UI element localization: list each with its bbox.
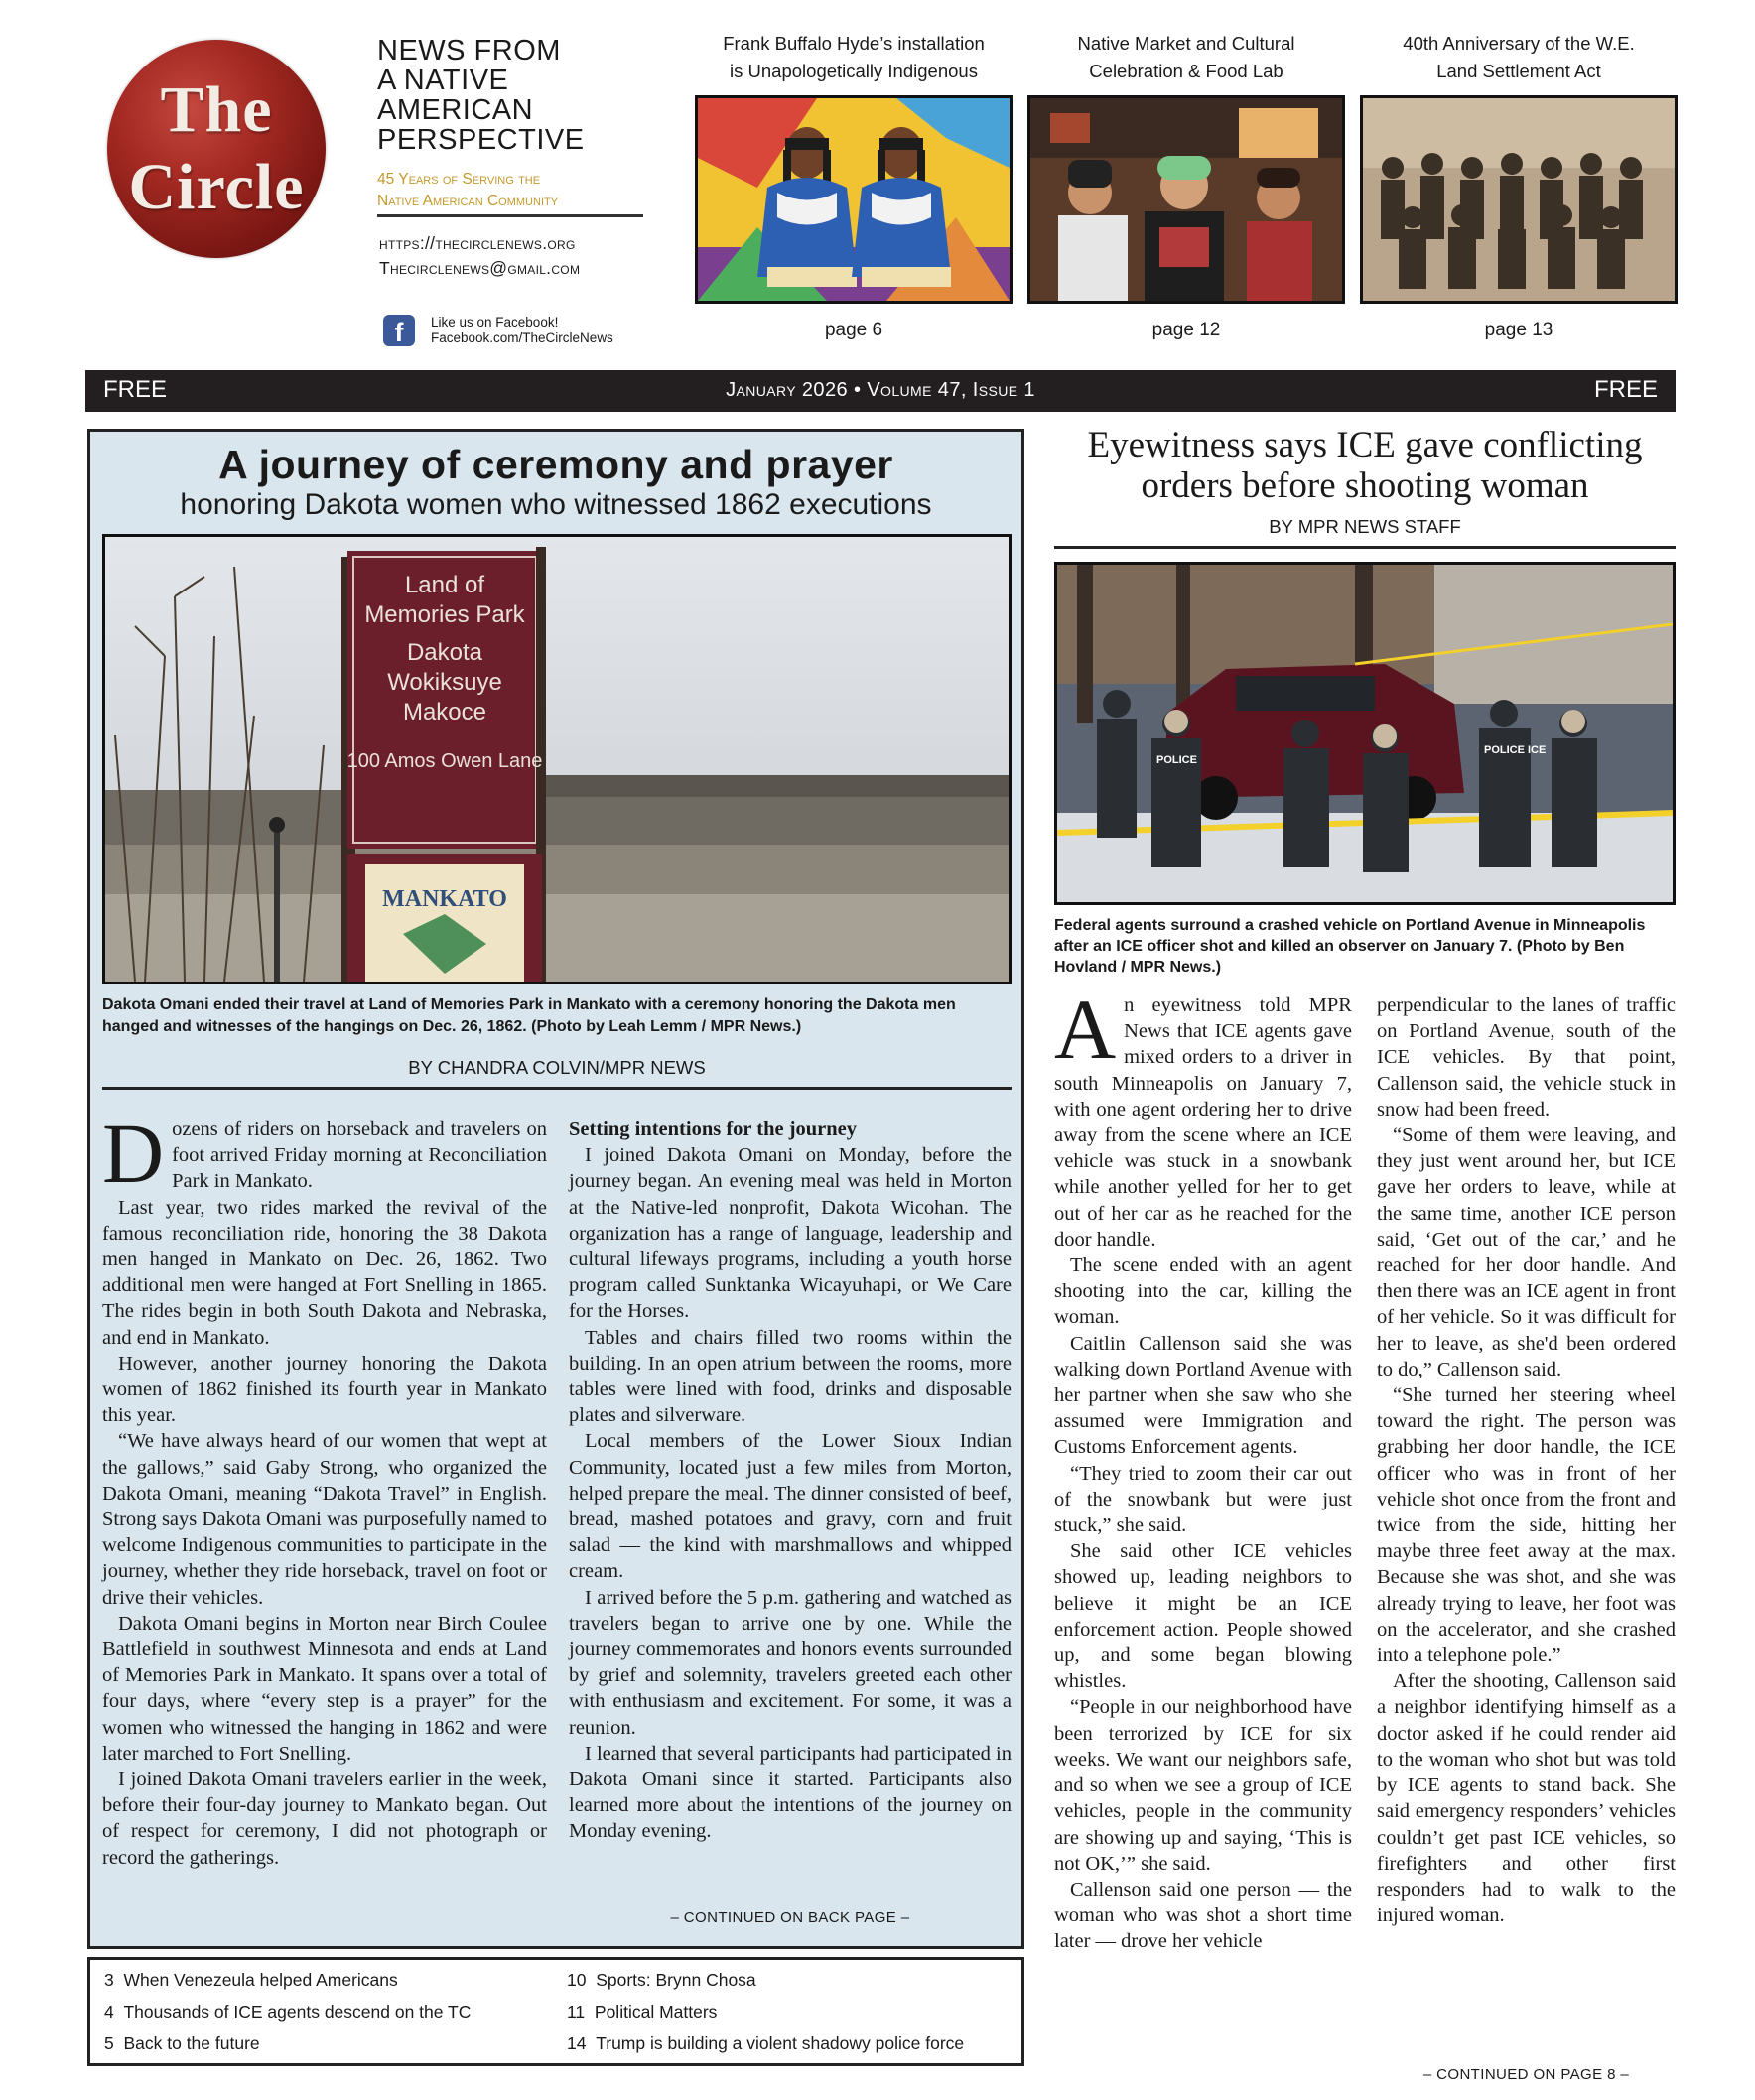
issue-date: January 2026 • Volume 47, Issue 1 [726, 379, 1035, 401]
logo-word-circle: Circle [128, 151, 305, 223]
ice-story-paragraph: perpendicular to the lanes of traffic on Portland Avenue, south of the ICE vehicles. By that point, Callenson said, the vehicle stuck in snow had been freed. [1377, 994, 1676, 1120]
index-page-number: 11 [567, 2002, 586, 2022]
facebook-icon[interactable]: f [383, 315, 415, 346]
teaser-image-market-photo [1027, 95, 1345, 304]
masthead-subtagline [377, 169, 645, 212]
index-label: Political Matters [594, 2002, 718, 2022]
teaser-land-settlement-act[interactable] [1360, 30, 1678, 340]
sign-text: Wokiksuye [387, 669, 502, 696]
the-circle-logo [107, 40, 326, 258]
issue-banner [85, 370, 1676, 412]
feature-paragraph: Last year, two rides marked the revival of the famous reconciliation ride, honoring the 38 Dakota men hanged in Mankato on Dec. 26, 1862. Two additional men were hanged at Fort Snelling in 1865. The rides begin in both South Dakota and Nebraska, and end in Mankato. [102, 1196, 547, 1349]
sign-text: Memories Park [364, 601, 525, 628]
ice-story-photo-caption: Federal agents surround a crashed vehicle on Portland Avenue in Minneapolis after an ICE officer shot and killed an observer on January 7. (Photo by Ben Hovland / MPR News.) [1054, 917, 1646, 976]
ice-story-paragraph: Caitlin Callenson said she was walking down Portland Avenue with her partner when she saw who she assumed were Immigration and Customs Enforcement agents. [1054, 1332, 1352, 1459]
teaser-native-market[interactable] [1027, 30, 1345, 340]
facebook-url: Facebook.com/TheCircleNews [431, 330, 613, 345]
ice-story-headline[interactable] [1054, 425, 1676, 506]
vest-label: POLICE ICE [1484, 744, 1547, 756]
ice-story-paragraph: “Some of them were leaving, and they just went around her, but ICE gave her orders to leave, while at the same time, another ICE person said, ‘Get out of the car,’ and he reached for her door handle. And then there was an ICE agent in front of her vehicle. So it was difficult for her to leave, as she'd been ordered to do,” Callenson said. [1377, 1124, 1676, 1380]
ice-story-column-2 [1377, 992, 1676, 1928]
sign-text: Makoce [402, 699, 487, 725]
teaser-title [1027, 30, 1345, 89]
email-link[interactable]: Thecirclenews@gmail.com [379, 258, 581, 278]
feature-headline[interactable]: A journey of ceremony and prayer [218, 442, 893, 487]
feature-paragraph: I learned that several participants had participated in Dakota Omani since it started. Participants also learned more about the intentions of the journey on Monday evening. [569, 1742, 1012, 1843]
sign-text: Dakota [406, 639, 483, 666]
tagline-line: A NATIVE [377, 65, 509, 96]
market-photo-illustration [1030, 98, 1342, 301]
feature-column-1 [102, 1106, 547, 1871]
vest-label: POLICE [1156, 754, 1197, 766]
teaser-title-line: Celebration & Food Lab [1089, 61, 1283, 81]
continued-on-page-8[interactable]: – CONTINUED ON PAGE 8 – [1422, 2066, 1630, 2083]
index-item[interactable] [104, 2002, 471, 2023]
website-link[interactable]: https://thecirclenews.org [379, 233, 576, 253]
feature-paragraph: Tables and chairs filled two rooms within the building. In an open atrium between the rooms, more tables were lined with food, drinks and disposable plates and silverware. [569, 1326, 1012, 1427]
teaser-title-line: is Unapologetically Indigenous [730, 61, 978, 81]
feature-paragraph: However, another journey honoring the Dakota women of 1862 finished its fourth year in Mankato this year. [102, 1352, 547, 1427]
masthead-tagline [377, 36, 645, 155]
feature-paragraph: I joined Dakota Omani travelers earlier in the week, before their four-day journey to Mankato began. Out of respect for ceremony, I did not photograph or record the gatherings. [102, 1769, 547, 1869]
ice-story-paragraph: “People in our neighborhood have been terrorized by ICE for six weeks. We want our neighbors safe, and so when we see a group of ICE vehicles, people in the community are showing up and saying, ‘This is not OK,’” she said. [1054, 1696, 1352, 1875]
index-page-number: 4 [104, 2002, 114, 2022]
masthead-contact [379, 231, 580, 281]
index-label: Back to the future [123, 2034, 260, 2053]
index-page-number: 5 [104, 2034, 114, 2053]
drop-cap: D [102, 1106, 165, 1201]
feature-photo-sign [102, 534, 1012, 984]
feature-paragraph: Dakota Omani begins in Morton near Birch Coulee Battlefield in southwest Minnesota and ends at Land of Memories Park in Mankato. It spans over a total of four days, where “every step is a prayer” for the women who witnessed the hanging in 1862 and were later marched to Fort Snelling. [102, 1612, 547, 1765]
ice-story-column-1 [1054, 982, 1352, 1955]
feature-subheadline: honoring Dakota women who witnessed 1862 executions [180, 488, 932, 521]
headline-line: orders before shooting woman [1141, 465, 1589, 506]
feature-paragraph [102, 1106, 547, 1201]
teaser-title [1360, 30, 1678, 89]
ice-story-paragraph: The scene ended with an agent shooting into the car, killing the woman. [1054, 1254, 1352, 1329]
teaser-image-painting [695, 95, 1012, 304]
teaser-title [695, 30, 1012, 89]
index-item[interactable] [104, 2034, 260, 2054]
teaser-title-line: Land Settlement Act [1436, 61, 1601, 81]
teaser-title-line: Frank Buffalo Hyde’s installation [723, 33, 985, 54]
ice-story-paragraph: “They tried to zoom their car out of the snowbank but were just stuck,” she said. [1054, 1462, 1352, 1537]
index-item[interactable] [567, 1970, 756, 1991]
teaser-title-line: 40th Anniversary of the W.E. [1403, 33, 1635, 54]
ice-story-paragraph [1054, 982, 1352, 1252]
teaser-frank-buffalo-hyde[interactable] [695, 30, 1012, 340]
feature-paragraph: “We have always heard of our women that wept at the gallows,” said Gaby Strong, who organized the Dakota Omani, meaning “Dakota Travel” in English. Strong says Dakota Omani was purposefully named to welcome Indigenous communities to participate in the journey, whether they ride horseback, travel on foot or drive their vehicles. [102, 1430, 547, 1609]
land-of-memories-sign-photo [105, 537, 1009, 982]
historic-photo-illustration [1363, 98, 1675, 301]
feature-byline: BY CHANDRA COLVIN/MPR NEWS [102, 1057, 1012, 1090]
index-label: Thousands of ICE agents descend on the TC [123, 2002, 472, 2022]
subtag-line: Native American Community [377, 193, 559, 209]
index-item[interactable] [104, 1970, 398, 1991]
index-label: Trump is building a violent shadowy police force [596, 2034, 965, 2053]
index-label: When Venezeula helped Americans [123, 1970, 398, 1990]
ice-story-paragraph: She said other ICE vehicles showed up, leading neighbors to believe it might be an ICE enforcement action. People showed up, and some began blowing whistles. [1054, 1540, 1352, 1693]
teaser-title-line: Native Market and Cultural [1077, 33, 1295, 54]
headline-line: Eyewitness says ICE gave conflicting [1087, 425, 1643, 465]
teaser-page-number: page 12 [1151, 320, 1221, 340]
masthead-divider [377, 214, 643, 217]
index-item[interactable] [567, 2034, 964, 2054]
teaser-page-number: page 13 [1484, 320, 1553, 340]
ice-story-paragraph: Callenson said one person — the woman who was shot a short time later — drove her vehicle [1054, 1878, 1352, 1953]
feature-column-2 [569, 1116, 1012, 1845]
paragraph-text: ozens of riders on horseback and travelers on foot arrived Friday morning at Reconciliation Park in Mankato. [172, 1118, 547, 1193]
sign-text: 100 Amos Owen Lane [346, 750, 543, 772]
teaser-image-historic-photo [1360, 95, 1678, 304]
feature-subhead: Setting intentions for the journey [569, 1118, 858, 1140]
feature-paragraph: I joined Dakota Omani on Monday, before the journey began. An evening meal was held in Morton at the Native-led nonprofit, Dakota Wicohan. The organization has a range of language, leadership and cultural lifeways programs, including a youth horse program called Sunktanka Wicayuhapi, or We Care for the Horses. [569, 1144, 1012, 1323]
free-label-right: FREE [1593, 376, 1658, 403]
feature-paragraph: I arrived before the 5 p.m. gathering and watched as travelers began to arrive one by one. While the journey commemorates and honors events surrounded by grief and solemnity, travelers greeted each other with enthusiasm and excitement. For some, it was a reunion. [569, 1586, 1012, 1739]
crashed-vehicle-photo [1057, 565, 1673, 902]
feature-paragraph: Local members of the Lower Sioux Indian Community, located just a few miles from Morton, helped prepare the meal. The dinner consisted of beef, bread, mashed potatoes and gravy, corn and fruit salad — the kind with marshmallows and whipped cream. [569, 1430, 1012, 1583]
ice-story-photo [1054, 562, 1676, 905]
ice-story-paragraph: “She turned her steering wheel toward the right. The person was grabbing her door handle, the ICE officer who was in front of her vehicle shot once from the front and twice from the side, hitting her maybe three feet away at the max. Because she was shot, and she was already trying to leave, her foot was on the accelerator, and she crashed into a telephone pole.” [1377, 1384, 1676, 1667]
tagline-line: NEWS FROM [377, 35, 561, 66]
drop-cap: A [1054, 982, 1117, 1077]
tagline-line: AMERICAN [377, 94, 534, 126]
logo-word-the: The [160, 73, 273, 146]
index-item[interactable] [567, 2002, 717, 2023]
painting-illustration [698, 98, 1010, 301]
inside-index [87, 1957, 1024, 2066]
tagline-line: PERSPECTIVE [377, 124, 585, 156]
paragraph-text: n eyewitness told MPR News that ICE agents gave mixed orders to a driver in south Minneapolis on January 7, with one agent ordering her to drive away from the scene where an ICE vehicle was stuck in a snowbank while another yelled for her to get out of her car as he reached for the door handle. [1054, 994, 1352, 1250]
mankato-logo-text: MANKATO [382, 886, 507, 912]
facebook-line: Like us on Facebook! [431, 315, 559, 329]
index-page-number: 14 [567, 2034, 587, 2053]
subtag-line: 45 Years of Serving the [377, 171, 541, 188]
feature-story-box [87, 429, 1024, 1949]
continued-on-back-page[interactable]: – CONTINUED ON BACK PAGE – [670, 1909, 910, 1926]
index-page-number: 10 [567, 1970, 587, 1990]
ice-story-byline: BY MPR NEWS STAFF [1054, 516, 1676, 549]
free-label-left: FREE [103, 376, 168, 403]
feature-photo-caption: Dakota Omani ended their travel at Land of Memories Park in Mankato with a ceremony honoring the Dakota men hanged and witnesses of the hangings on Dec. 26, 1862. (Photo by Leah Lemm / MPR News.) [102, 996, 956, 1035]
facebook-promo[interactable] [431, 315, 613, 346]
index-label: Sports: Brynn Chosa [596, 1970, 756, 1990]
teaser-page-number: page 6 [824, 320, 883, 340]
sign-text: Land of [404, 572, 485, 598]
ice-story-paragraph: After the shooting, Callenson said a neighbor identifying himself as a doctor asked if he could render aid to the woman who shot but was told by ICE agents to stand back. She said emergency responders’ vehicles couldn’t get past ICE vehicles, so firefighters and other first responders had to walk to the injured woman. [1377, 1670, 1676, 1927]
index-page-number: 3 [104, 1970, 114, 1990]
